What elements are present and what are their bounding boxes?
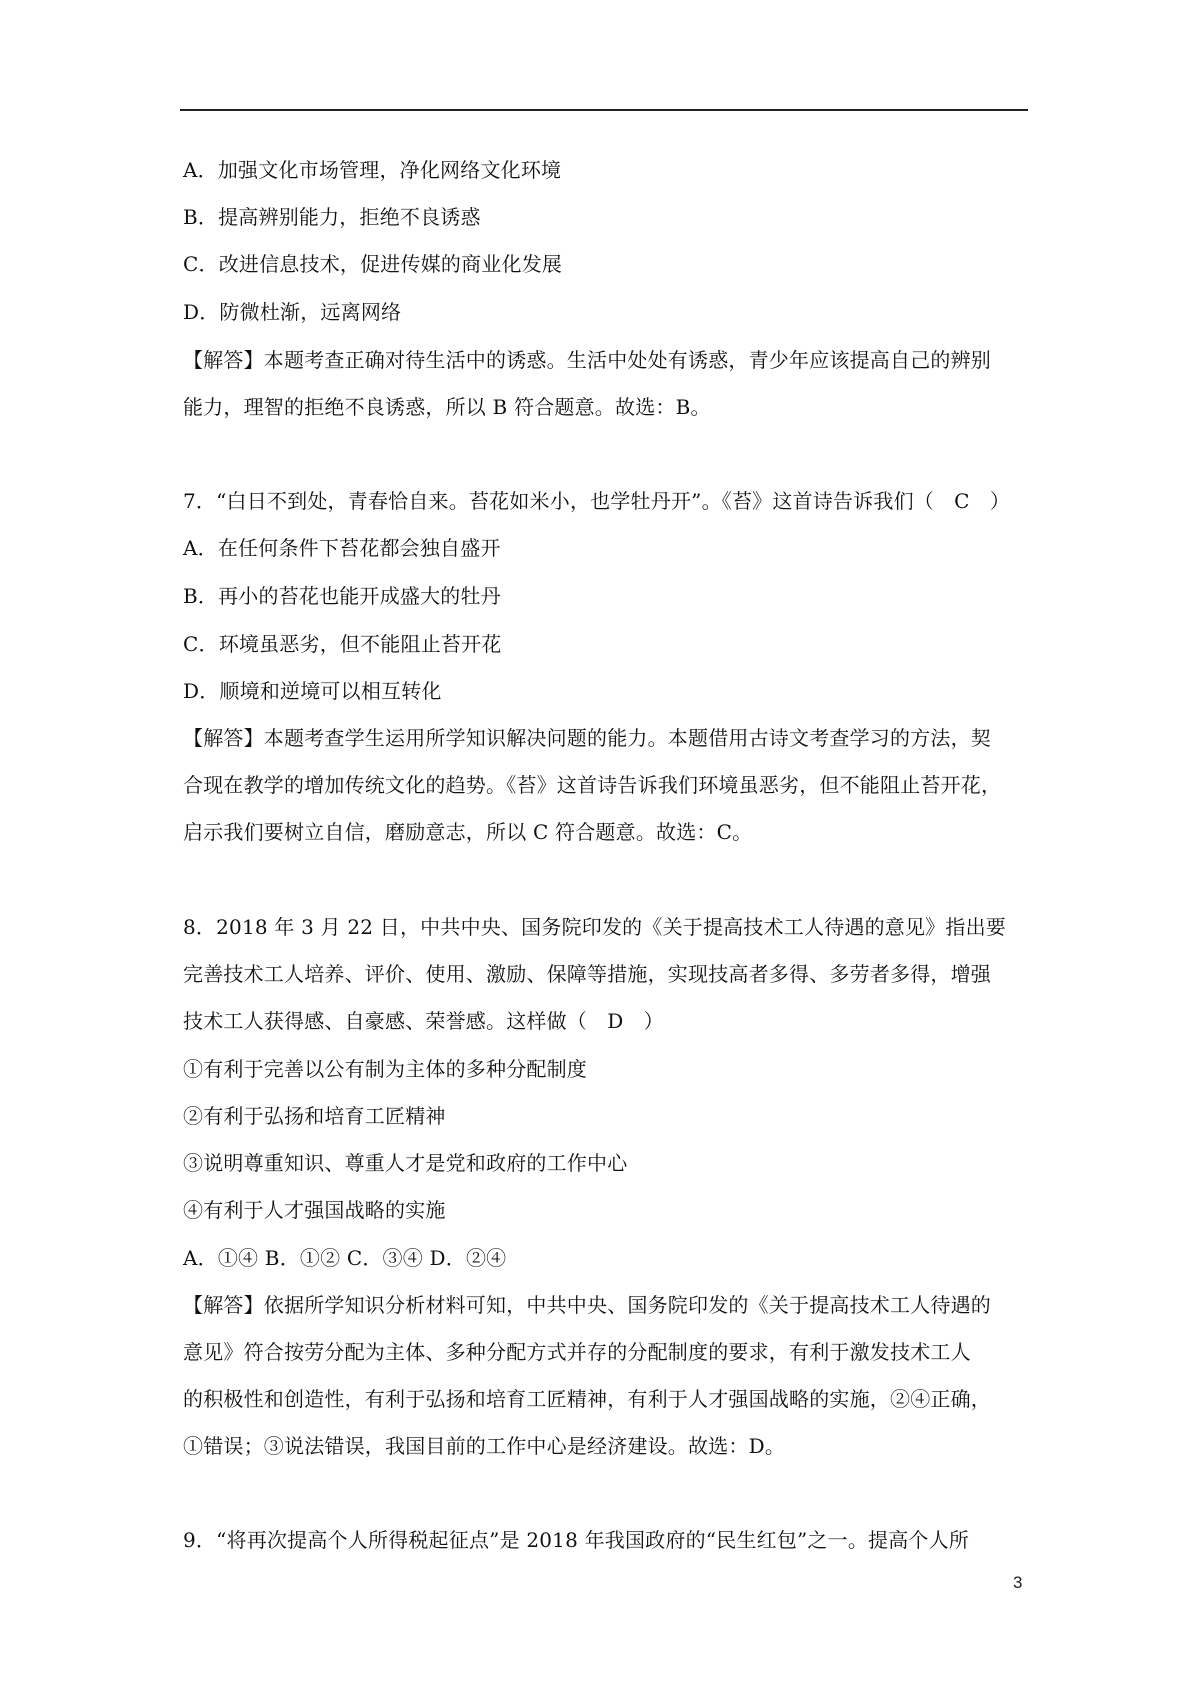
q7-answer-line-2: 合现在教学的增加传统文化的趋势。《苔》这首诗告诉我们环境虽恶劣，但不能阻止苔开花， bbox=[183, 773, 1002, 797]
q7-question: 7．“白日不到处，青春恰自来。苔花如米小，也学牡丹开”。《苔》这首诗告诉我们（ C ） bbox=[183, 489, 1011, 513]
q6-option-a: A．加强文化市场管理，净化网络文化环境 bbox=[183, 158, 562, 182]
q7-option-c: C．环境虽恶劣，但不能阻止苔开花 bbox=[183, 632, 502, 656]
q8-question-line-3: 技术工人获得感、自豪感、荣誉感。这样做（ D ） bbox=[183, 1009, 664, 1033]
q6-answer-line-1: 【解答】本题考查正确对待生活中的诱惑。生活中处处有诱惑，青少年应该提高自己的辨别 bbox=[183, 348, 991, 372]
q8-answer-line-3: 的积极性和创造性，有利于弘扬和培育工匠精神，有利于人才强国战略的实施，②④正确， bbox=[183, 1387, 991, 1411]
q7-answer-line-1: 【解答】本题考查学生运用所学知识解决问题的能力。本题借用古诗文考查学习的方法，契 bbox=[183, 726, 991, 750]
q8-statement-4: ④有利于人才强国战略的实施 bbox=[183, 1198, 446, 1222]
q7-option-a: A．在任何条件下苔花都会独自盛开 bbox=[183, 536, 501, 560]
q6-option-d: D．防微杜渐，远离网络 bbox=[183, 300, 402, 324]
q8-question-line-1: 8．2018 年 3 月 22 日，中共中央、国务院印发的《关于提高技术工人待遇的意见》指出要 bbox=[183, 915, 1006, 939]
header-rule bbox=[180, 109, 1028, 111]
q7-option-b: B．再小的苔花也能开成盛大的牡丹 bbox=[183, 584, 501, 608]
q8-statement-1: ①有利于完善以公有制为主体的多种分配制度 bbox=[183, 1057, 587, 1081]
q8-statement-2: ②有利于弘扬和培育工匠精神 bbox=[183, 1104, 446, 1128]
q9-question-line-1: 9．“将再次提高个人所得税起征点”是 2018 年我国政府的“民生红包”之一。提高个人所 bbox=[183, 1528, 970, 1552]
q8-answer-line-1: 【解答】依据所学知识分析材料可知，中共中央、国务院印发的《关于提高技术工人待遇的 bbox=[183, 1293, 991, 1317]
q6-option-c: C．改进信息技术，促进传媒的商业化发展 bbox=[183, 252, 563, 276]
q8-question-line-2: 完善技术工人培养、评价、使用、激励、保障等措施，实现技高者多得、多劳者多得，增强 bbox=[183, 962, 991, 986]
q6-answer-line-2: 能力，理智的拒绝不良诱惑，所以 B 符合题意。故选：B。 bbox=[183, 395, 711, 419]
q8-answer-line-4: ①错误；③说法错误，我国目前的工作中心是经济建设。故选：D。 bbox=[183, 1434, 786, 1458]
page-number: 3 bbox=[1013, 1573, 1023, 1592]
q8-options: A．①④ B．①② C．③④ D．②④ bbox=[183, 1246, 507, 1270]
q7-option-d: D．顺境和逆境可以相互转化 bbox=[183, 679, 442, 703]
q7-answer-line-3: 启示我们要树立自信，磨励意志，所以 C 符合题意。故选：C。 bbox=[183, 820, 753, 844]
q6-option-b: B．提高辨别能力，拒绝不良诱惑 bbox=[183, 205, 481, 229]
q8-answer-line-2: 意见》符合按劳分配为主体、多种分配方式并存的分配制度的要求，有利于激发技术工人 bbox=[183, 1340, 971, 1364]
q8-statement-3: ③说明尊重知识、尊重人才是党和政府的工作中心 bbox=[183, 1151, 628, 1175]
